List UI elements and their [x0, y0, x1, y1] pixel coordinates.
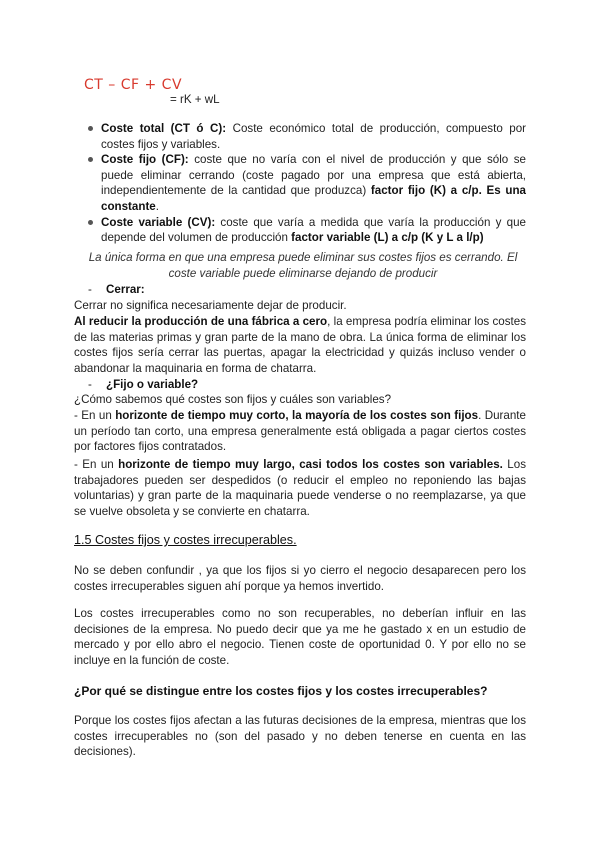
cost-definitions-list — [86, 121, 526, 246]
bold-phrase: horizonte de tiempo muy largo, casi todos los costes son variables. — [118, 458, 503, 471]
term: Coste total (CT ó C): — [101, 122, 227, 135]
dash: - — [88, 283, 92, 296]
heading-fijo-variable — [88, 377, 198, 393]
list-item-coste-variable — [86, 215, 526, 246]
dash: - — [88, 378, 92, 391]
list-item-coste-fijo — [86, 152, 526, 214]
formula-right: = rK + wL — [170, 93, 220, 106]
italic-note: La única forma en que una empresa puede eliminar sus costes fijos es cerrando. El coste variable puede eliminarse dejando de producir — [88, 251, 518, 280]
heading-cerrar — [88, 282, 145, 298]
term: Coste fijo (CF): — [101, 153, 189, 167]
definition: coste que varía a medida que varía la producción y que depende del volumen de producción — [101, 215, 527, 245]
heading-text: ¿Fijo o variable? — [106, 378, 199, 391]
bullet-dot-icon — [88, 157, 93, 162]
prefix: - En un — [74, 409, 116, 422]
cerrar-line: Cerrar no significa necesariamente dejar de producir. — [74, 299, 347, 312]
fijo-variable-question: ¿Cómo sabemos qué costes son fijos y cuáles son variables? — [74, 393, 392, 406]
cerrar-paragraph — [74, 314, 526, 376]
term: Coste variable (CV): — [101, 215, 216, 229]
paragraph-text: Los trabajadores pueden ser despedidos (o reducir el empleo no reponiendo las bajas voluntarias) y gran parte de la maquinaria puede venderse o no reemplazarse, ya que se vuelve obsoleta y se convierte en chatarra. — [74, 458, 526, 518]
bold-phrase: Al reducir la producción de una fábrica a cero — [74, 315, 328, 328]
paragraph-text: . Durante un período tan corto, una empresa generalmente está obligada a pagar ciertos costes por factores fijos contratados. — [74, 409, 526, 454]
list-item-coste-total — [86, 121, 526, 152]
definition-bold: factor fijo (K) a c/p. Es una constante — [101, 184, 526, 213]
formula-left: CT – CF + CV — [84, 77, 183, 93]
section-paragraph-1: No se deben confundir , ya que los fijos si yo cierro el negocio desaparecen pero los costes irrecuperables siguen ahí porque ya hemos invertido. — [74, 564, 526, 593]
bullet-dot-icon — [88, 220, 93, 225]
definition-bold: factor variable (L) a c/p (K y L a l/p) — [291, 231, 484, 245]
short-horizon-paragraph — [74, 408, 526, 455]
definition: Coste económico total de producción, compuesto por costes fijos y variables. — [101, 122, 527, 151]
paragraph-text: , la empresa podría eliminar los costes de las materias primas y gran parte de la mano de obra. La única forma de eliminar los costes fijos sería cerrar las puertas, apagar la electricidad y quizás incluso vender o abandonar la maquinaria en forma de chatarra. — [74, 315, 526, 375]
heading-text: Cerrar: — [106, 283, 145, 296]
bold-phrase: horizonte de tiempo muy corto, la mayoría de los costes son fijos — [115, 409, 479, 422]
section-paragraph-3: Porque los costes fijos afectan a las futuras decisiones de la empresa, mientras que los costes irrecuperables no (son del pasado y no deben tenerse en cuenta en las decisiones). — [74, 714, 526, 759]
definition: coste que no varía con el nivel de producción y que sólo se puede eliminar cerrando (coste pagado por una empresa que está abierta, independientemente de la cantidad que produzca) — [101, 153, 527, 198]
section-question: ¿Por qué se distingue entre los costes fijos y los costes irrecuperables? — [74, 684, 488, 698]
long-horizon-paragraph — [74, 457, 526, 519]
cost-formula — [84, 78, 284, 108]
section-title: 1.5 Costes fijos y costes irrecuperables. — [74, 533, 297, 547]
prefix: - En un — [74, 458, 119, 471]
section-paragraph-2: Los costes irrecuperables como no son recuperables, no deberían influir en las decisiones de la empresa. No puedo decir que ya me he gastado x en un estudio de mercado y por ello abro el negocio. Tienen coste de oportunidad 0. Y por ello no se incluye en la función de coste. — [74, 607, 526, 667]
definition-end: . — [155, 199, 159, 213]
bullet-dot-icon — [88, 126, 93, 131]
